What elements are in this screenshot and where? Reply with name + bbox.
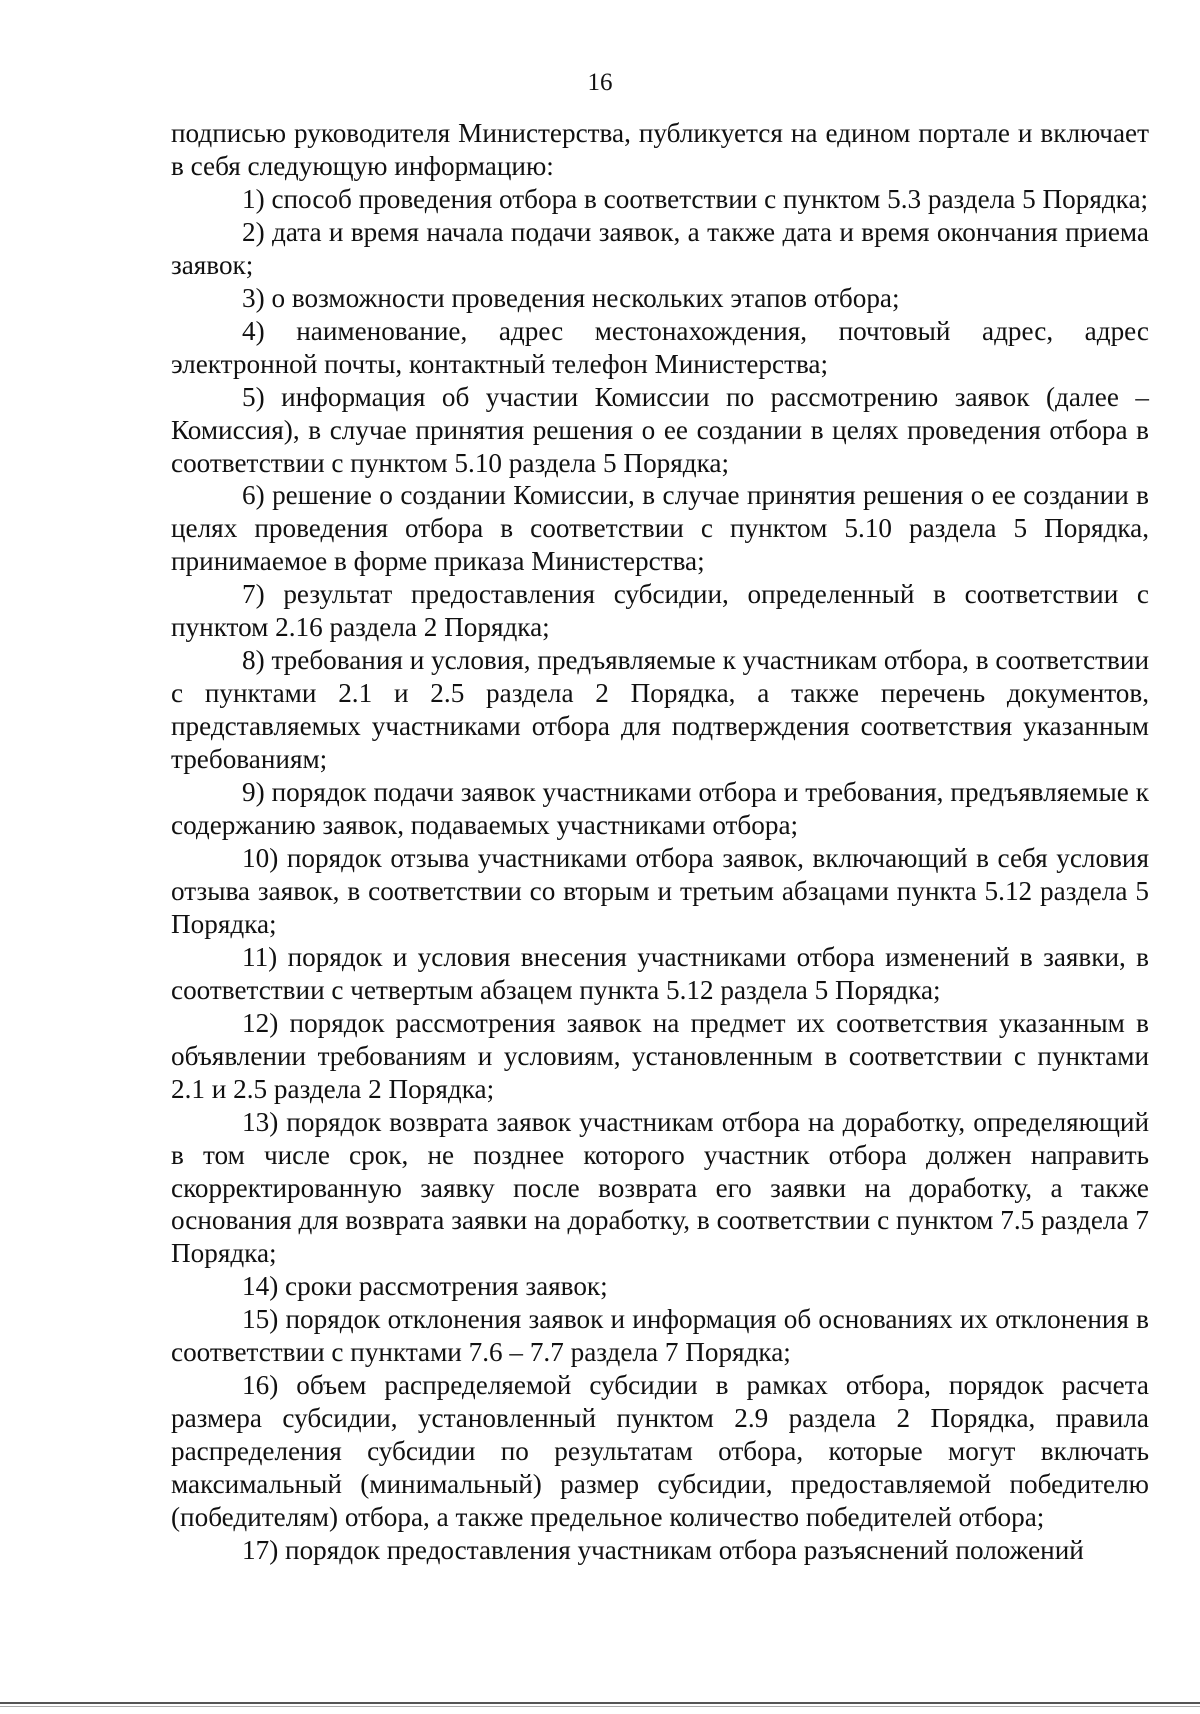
list-item-11: 11) порядок и условия внесения участниками отбора изменений в заявки, в соответствии с четвертым абзацем пункта 5.12 раздела 5 Порядка;: [171, 941, 1149, 1005]
list-item-14: 14) сроки рассмотрения заявок;: [242, 1271, 608, 1302]
scan-edge-line-thin: [0, 1706, 1200, 1707]
list-item-4: 4) наименование, адрес местонахождения, почтовый адрес, адрес электронной почты, контактный телефон Министерства;: [171, 315, 1149, 379]
list-item-5: 5) информация об участии Комиссии по рассмотрению заявок (далее – Комиссия), в случае принятия решения о ее создании в целях проведения отбора в соответствии с пунктом 5.10 раздела 5 Порядка;: [171, 381, 1149, 478]
scan-edge-line: [0, 1702, 1200, 1704]
list-item-6: 6) решение о создании Комиссии, в случае принятия решения о ее создании в целях проведения отбора в соответствии с пунктом 5.10 раздела 5 Порядка, принимаемое в форме приказа Министерства;: [171, 480, 1149, 577]
page-number: 16: [587, 69, 613, 96]
document-body: [171, 117, 1149, 1567]
list-item-2: 2) дата и время начала подачи заявок, а также дата и время окончания приема заявок;: [171, 216, 1149, 280]
paragraph-continuation: подписью руководителя Министерства, публикуется на едином портале и включает в себя следующую информацию:: [171, 118, 1149, 181]
list-item-8: 8) требования и условия, предъявляемые к участникам отбора, в соответствии с пунктами 2.1 и 2.5 раздела 2 Порядка, а также перечень документов, представляемых участниками отбора для подтверждения соответствия указанным требованиям;: [171, 645, 1149, 775]
list-item-15: 15) порядок отклонения заявок и информация об основаниях их отклонения в соответствии с пунктами 7.6 – 7.7 раздела 7 Порядка;: [171, 1304, 1149, 1368]
list-item-7: 7) результат предоставления субсидии, определенный в соответствии с пунктом 2.16 раздела 2 Порядка;: [171, 579, 1149, 643]
list-item-9: 9) порядок подачи заявок участниками отбора и требования, предъявляемые к содержанию заявок, подаваемых участниками отбора;: [171, 777, 1149, 841]
list-item-1: 1) способ проведения отбора в соответствии с пунктом 5.3 раздела 5 Порядка;: [242, 183, 1149, 214]
list-item-3: 3) о возможности проведения нескольких этапов отбора;: [242, 282, 900, 313]
list-item-10: 10) порядок отзыва участниками отбора заявок, включающий в себя условия отзыва заявок, в соответствии со вторым и третьим абзацами пункта 5.12 раздела 5 Порядка;: [171, 842, 1149, 939]
list-item-12: 12) порядок рассмотрения заявок на предмет их соответствия указанным в объявлении требованиям и условиям, установленным в соответствии с пунктами 2.1 и 2.5 раздела 2 Порядка;: [171, 1007, 1149, 1104]
list-item-16: 16) объем распределяемой субсидии в рамках отбора, порядок расчета размера субсидии, установленный пунктом 2.9 раздела 2 Порядка, правила распределения субсидии по результатам отбора, которые могут включать максимальный (минимальный) размер субсидии, предоставляемой победителю (победителям) отбора, а также предельное количество победителей отбора;: [171, 1370, 1149, 1533]
list-item-17: 17) порядок предоставления участникам отбора разъяснений положений: [242, 1534, 1084, 1565]
list-item-13: 13) порядок возврата заявок участникам отбора на доработку, определяющий в том числе срок, не позднее которого участник отбора должен направить скорректированную заявку после возврата его заявки на доработку, а также основания для возврата заявки на доработку, в соответствии с пунктом 7.5 раздела 7 Порядка;: [171, 1106, 1149, 1269]
